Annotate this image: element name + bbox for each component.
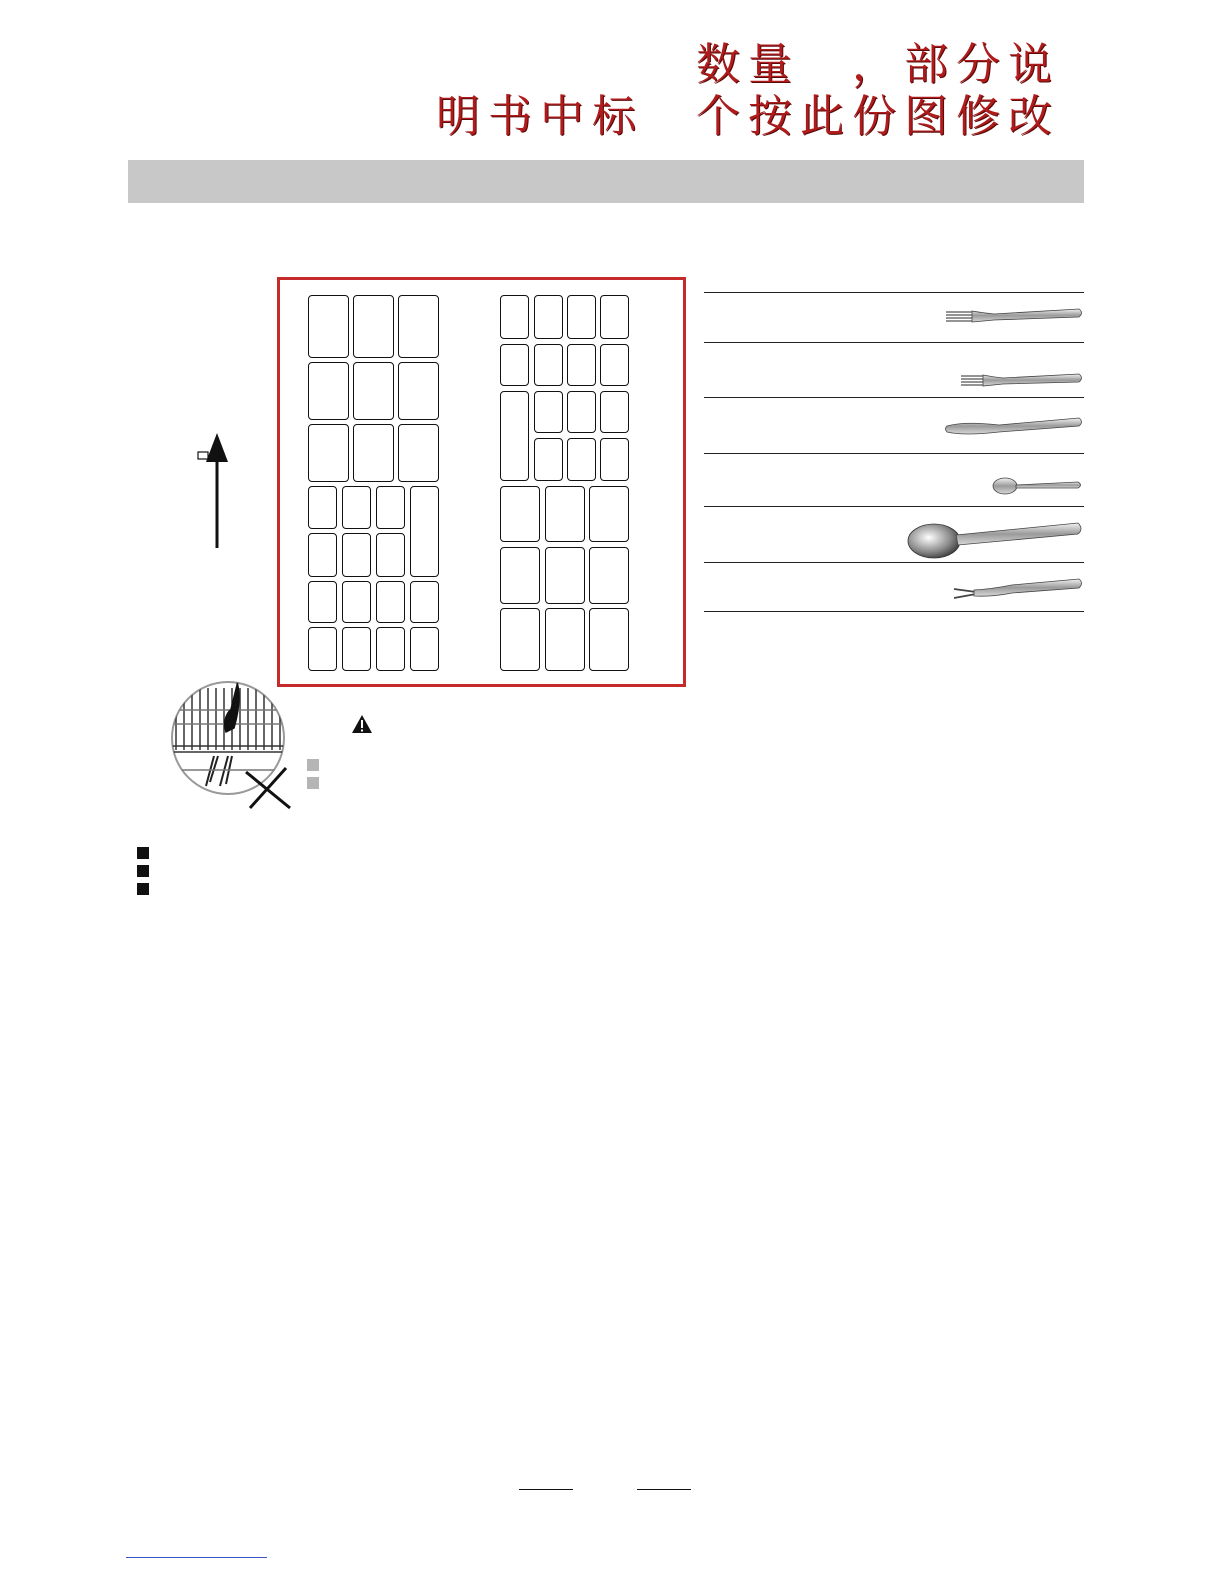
basket-slot [600,438,629,481]
basket-slot [567,295,596,339]
basket-slot [398,362,439,420]
teaspoon-icon [992,470,1084,500]
basket-slot [410,486,439,577]
basket-slot [500,486,540,542]
basket-slot [589,486,629,542]
basket-slot [500,344,529,386]
basket-slot [545,547,585,604]
page-title-line-2: 明书中标 个按此份图修改 [436,91,1060,142]
legend-row-serving-spoon [704,506,1084,562]
basket-slot [589,547,629,604]
basket-slot [308,424,349,482]
basket-slot [398,295,439,358]
basket-slot [500,391,529,481]
basket-slot [567,344,596,386]
basket-slot [308,581,337,623]
up-arrow-icon [190,430,250,555]
basket-slot [308,362,349,420]
basket-slot [376,533,405,577]
basket-slot [410,627,439,671]
legend-row-dinner-fork [704,292,1084,342]
bullet-square [307,759,319,771]
basket-slot [500,547,540,604]
legend-row-serving-fork [704,562,1084,612]
magnifier-illustration [162,680,297,815]
cutlery-basket-diagram [277,277,686,687]
basket-slot [342,581,371,623]
basket-slot [600,391,629,433]
basket-slot [353,424,394,482]
basket-slot [308,295,349,358]
basket-slot [534,391,563,433]
basket-slot [545,608,585,671]
basket-slot [534,344,563,386]
cutlery-legend [704,292,1084,612]
basket-slot [500,295,529,339]
legend-row-teaspoon [704,453,1084,506]
bullet-square [137,847,149,859]
basket-slot [376,486,405,529]
basket-slot [500,608,540,671]
basket-slot [567,438,596,481]
basket-slot [376,627,405,671]
basket-slot [308,627,337,671]
basket-slot [410,581,439,623]
basket-slot [567,391,596,433]
basket-slot [342,533,371,577]
basket-slot [342,627,371,671]
knife-icon [944,412,1084,442]
basket-slot [342,486,371,529]
basket-slot [376,581,405,623]
basket-slot [534,295,563,339]
warning-triangle-icon [351,714,373,734]
footer-rule [519,1489,573,1490]
legend-row-salad-fork [704,342,1084,397]
page-title-line-1: 数量 ，部分说 [696,39,1060,90]
section-header-band [128,160,1084,203]
bullet-square [137,883,149,895]
bullet-square [307,777,319,789]
basket-slot [589,608,629,671]
serving-spoon-icon [906,517,1084,561]
basket-slot [545,486,585,542]
legend-row-knife [704,397,1084,453]
basket-slot [308,486,337,529]
salad-fork-icon [959,365,1084,395]
footer-link-underline [126,1557,267,1558]
basket-slot [398,424,439,482]
dinner-fork-icon [944,301,1084,331]
basket-slot [534,438,563,481]
basket-slot [308,533,337,577]
bullet-square [137,865,149,877]
basket-slot [353,362,394,420]
footer-rule [637,1489,691,1490]
basket-slot [600,295,629,339]
basket-slot [353,295,394,358]
serving-fork-icon [952,575,1084,605]
basket-slot [600,344,629,386]
